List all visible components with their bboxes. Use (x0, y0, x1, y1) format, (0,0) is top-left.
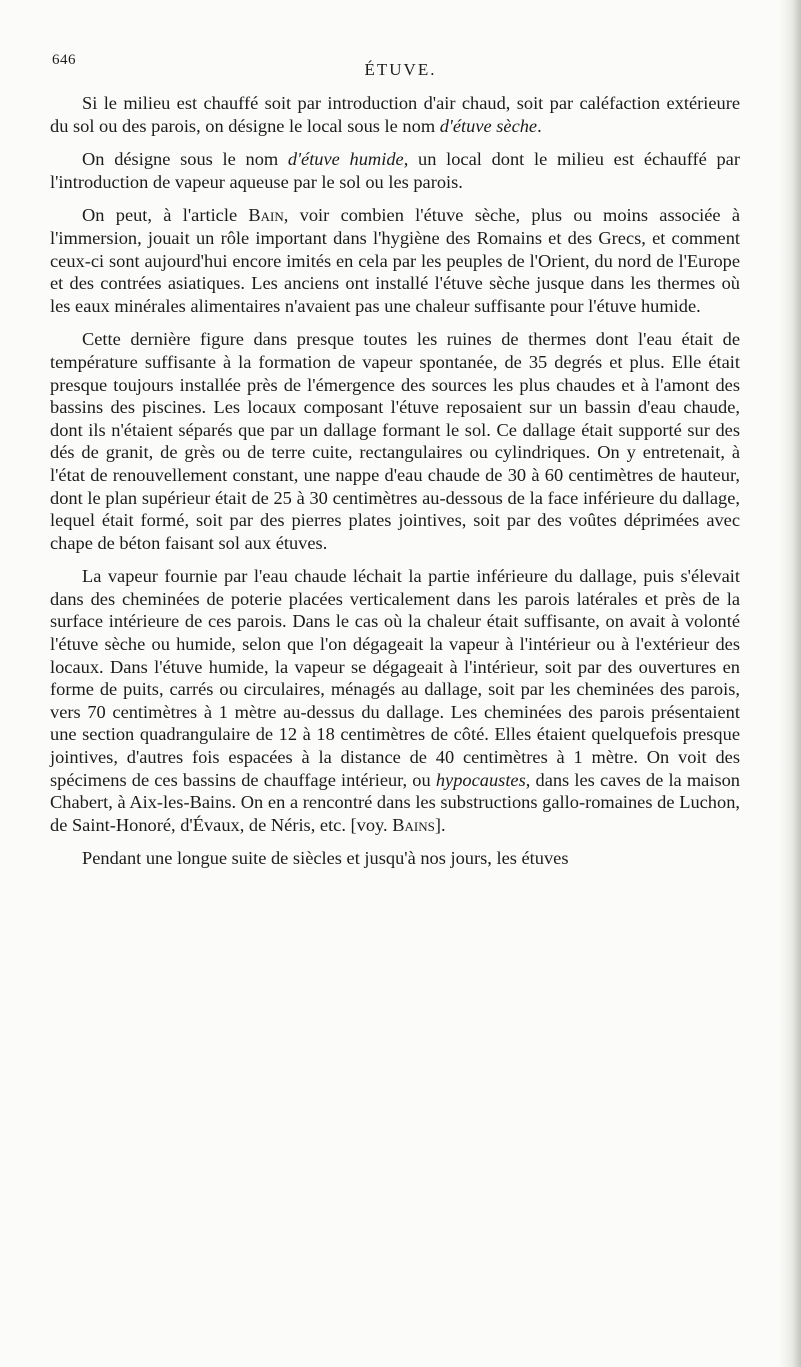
text-run: Pendant une longue suite de siècles et jusqu'à nos jours, les étuves (82, 848, 569, 869)
text-run: , dans les caves de la maison Chabert, à Aix-les-Bains. On en a rencontré dans les substructions gallo-romaines de Luchon, de Saint-Honoré, d'Évaux, de Néris, etc. [voy. (50, 769, 740, 835)
paragraph (50, 328, 740, 554)
text-run: , voir combien l'étuve sèche, plus ou moins associée à l'immersion, jouait un rôle important dans l'hygiène des Romains et des Grecs, et comment ceux-ci sont aujourd'hui encore imités en cela par les peuples de l'Orient, du nord de l'Europe et des contrées asiatiques. Les anciens ont installé l'étuve sèche jusque dans les thermes où les eaux minérales alimentaires n'avaient pas une chaleur suffisante pour l'étuve humide. (50, 205, 741, 316)
text-run: On désigne sous le nom (82, 149, 288, 170)
paragraph (50, 204, 740, 317)
cross-reference: Bains (392, 814, 435, 835)
text-run: La vapeur fournie par l'eau chaude léchait la partie inférieure du dallage, puis s'élevait dans des cheminées de poterie placées verticalement dans les parois latérales et près de la surface intérieure de ces parois. Dans le cas où la chaleur était suffisante, on avait à volonté l'étuve sèche ou humide, selon que l'on dégageait la vapeur à l'intérieur ou à l'extérieur des locaux. Dans l'étuve humide, la vapeur se dégageait à l'intérieur, soit par des ouvertures en forme de puits, carrés ou circulaires, ménagés au dallage, soit par les cheminées des parois, vers 70 centimètres à 1 mètre au-dessus du dallage. Les cheminées des parois présentaient une section quadrangulaire de 12 à 18 centimètres de côté. Elles étaient quelquefois presque jointives, d'autres fois espacées à la distance de 40 centimètres à 1 mètre. On voit des spécimens de ces bassins de chauffage intérieur, ou (50, 566, 740, 790)
text-run: Si le milieu est chauffé soit par introduction d'air chaud, soit par caléfaction extérieure du sol ou des parois, on désigne le local sous le nom (50, 93, 740, 136)
italic-term: d'étuve sèche (439, 115, 538, 136)
text-run: ]. (434, 814, 446, 835)
running-head: ÉTUVE. (364, 60, 437, 79)
paragraph (50, 92, 740, 137)
body-text (50, 92, 740, 870)
italic-term: hypocaustes (435, 769, 526, 790)
text-run: Cette dernière figure dans presque toutes les ruines de thermes dont l'eau était de température suffisante à la formation de vapeur spontanée, de 35 degrés et plus. Elle était presque toujours installée près de l'émergence des sources les plus chaudes et à l'amont des bassins des piscines. Les locaux composant l'étuve reposaient sur un bassin d'eau chaude, dont ils n'étaient séparés que par un dallage formant le sol. Ce dallage était supporté sur des dés de granit, de grès ou de terre cuite, rectangulaires ou cylindriques. On y entretenait, à l'état de renouvellement constant, une nappe d'eau chaude de 30 à 60 centimètres de hauteur, dont le plan supérieur était de 25 à 30 centimètres au-dessous de la face inférieure du dallage, lequel était formé, soit par des pierres plates jointives, soit par des voûtes déprimées avec chape de béton faisant sol aux étuves. (50, 329, 740, 553)
text-run: On peut, à l'article (82, 205, 249, 226)
text-run: , un local dont le milieu est échauffé par l'introduction de vapeur aqueuse par le sol ou les parois. (50, 149, 740, 192)
paragraph (50, 847, 740, 870)
cross-reference: Bain (248, 205, 284, 226)
text-run: . (537, 115, 542, 136)
paragraph (50, 565, 740, 836)
page-number: 646 (52, 52, 76, 68)
page-edge-shadow (779, 0, 801, 1367)
italic-term: d'étuve humide (287, 149, 404, 170)
paragraph (50, 148, 740, 193)
